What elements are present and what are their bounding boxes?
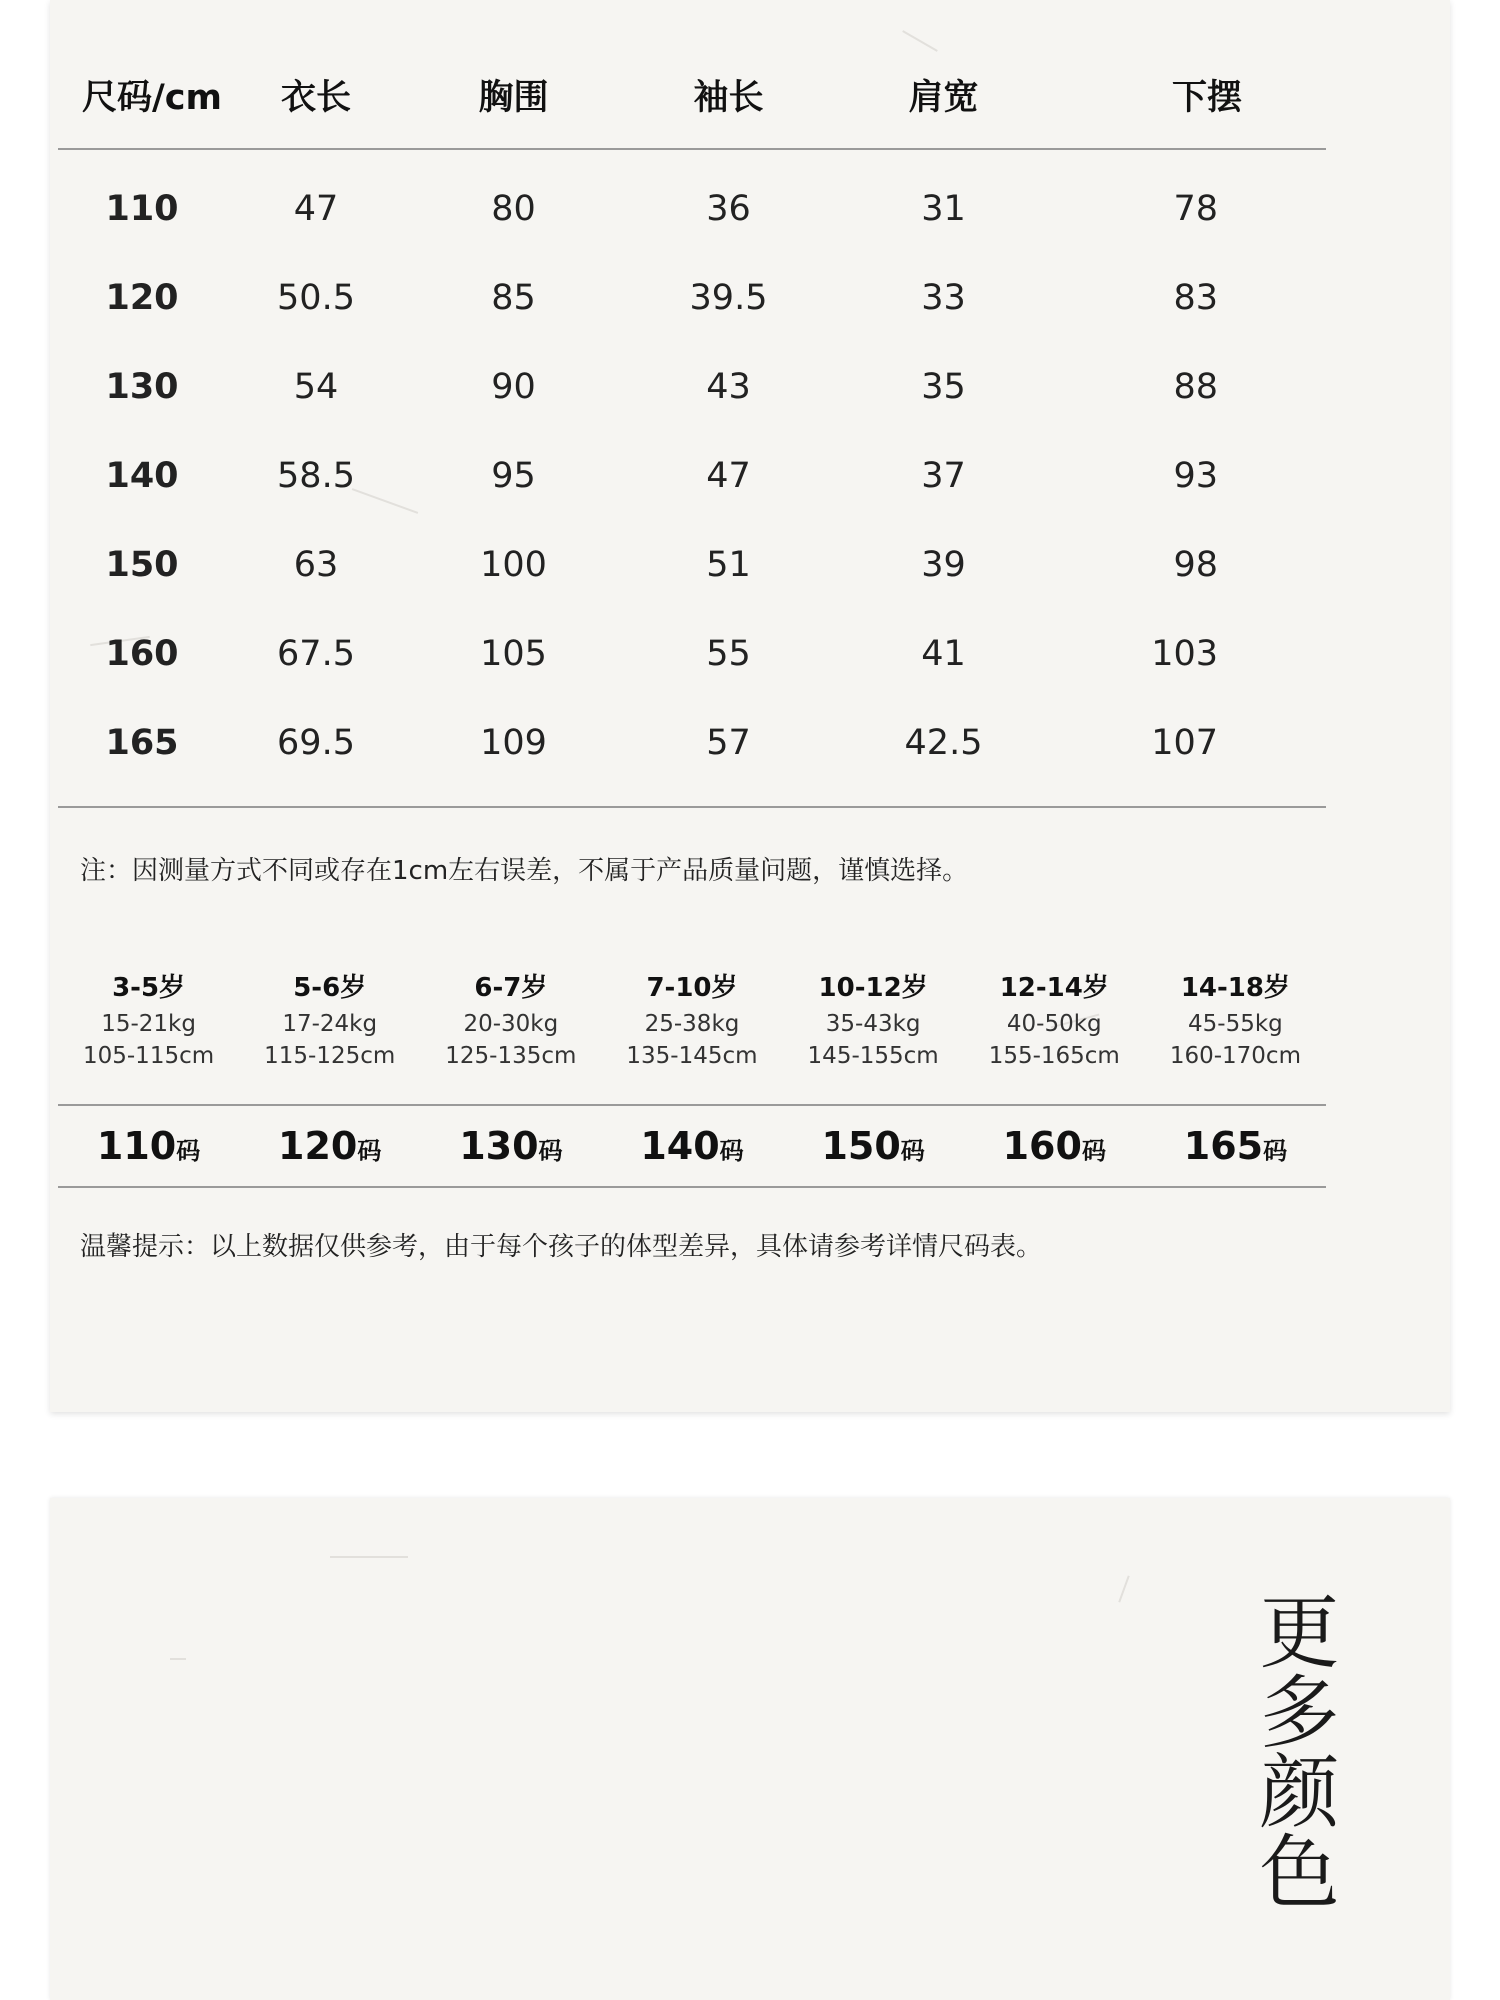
measurement-cell: 67.5 <box>277 633 355 674</box>
measurement-cell: 95 <box>491 455 536 496</box>
header-hem: 下摆 <box>1171 77 1242 118</box>
weight-range: 45-55kg <box>1188 1011 1283 1037</box>
size-cell: 150 <box>105 544 179 585</box>
measurement-cell: 100 <box>480 544 547 585</box>
weight-range: 35-43kg <box>825 1011 921 1037</box>
age-label: 10-12岁 <box>818 973 928 1003</box>
measurement-cell: 69.5 <box>277 722 355 763</box>
measurement-cell: 54 <box>293 366 339 407</box>
measurement-cell: 98 <box>1173 544 1218 585</box>
more-colors-title: 更多颜色 <box>1246 1590 1339 1910</box>
weight-range: 15-21kg <box>101 1011 196 1037</box>
age-column <box>601 968 782 1072</box>
recommended-sizes-divider <box>58 1186 1326 1188</box>
measurement-cell: 107 <box>1151 722 1218 763</box>
height-range: 135-145cm <box>626 1043 758 1069</box>
recommended-sizes <box>58 1106 1326 1191</box>
table-row <box>58 609 1326 698</box>
measurement-cell: 47 <box>706 455 751 496</box>
warm-tip: 温馨提示：以上数据仅供参考，由于每个孩子的体型差异，具体请参考详情尺码表。 <box>80 1232 1043 1262</box>
height-range: 155-165cm <box>988 1043 1120 1069</box>
measurement-cell: 78 <box>1173 188 1218 229</box>
measurement-cell: 103 <box>1151 633 1218 674</box>
measurement-cell: 55 <box>706 633 751 674</box>
age-label: 3-5岁 <box>112 973 186 1003</box>
measurement-cell: 85 <box>491 277 536 318</box>
weight-range: 25-38kg <box>644 1011 740 1037</box>
age-guide <box>58 968 1326 1072</box>
size-cell: 120 <box>105 277 179 318</box>
size-cell: 160 <box>105 633 179 674</box>
age-label: 14-18岁 <box>1180 973 1290 1003</box>
weight-range: 40-50kg <box>1006 1011 1102 1037</box>
size-cell: 110 <box>105 188 179 229</box>
recommended-size <box>783 1106 964 1191</box>
size-table-header <box>58 50 1326 139</box>
size-number: 165 <box>1183 1124 1264 1168</box>
header-size: 尺码/cm <box>82 77 223 118</box>
measurement-cell: 105 <box>480 633 547 674</box>
table-row <box>58 698 1326 787</box>
size-number: 130 <box>459 1124 539 1168</box>
table-row <box>58 253 1326 342</box>
measurement-cell: 58.5 <box>277 455 355 496</box>
table-bottom-divider <box>58 806 1326 808</box>
recommended-size <box>964 1106 1145 1191</box>
measurement-cell: 80 <box>491 188 536 229</box>
header-chest: 胸围 <box>478 77 549 118</box>
age-column <box>964 968 1145 1072</box>
size-number: 110 <box>96 1124 177 1168</box>
size-table <box>58 50 1326 139</box>
measurement-cell: 35 <box>921 366 966 407</box>
age-column <box>239 968 420 1072</box>
measurement-cell: 51 <box>706 544 751 585</box>
measurement-cell: 93 <box>1173 455 1218 496</box>
measurement-cell: 109 <box>480 722 547 763</box>
size-number: 140 <box>640 1124 720 1168</box>
age-label: 5-6岁 <box>293 973 367 1003</box>
size-unit: 码 <box>719 1137 744 1165</box>
header-length: 衣长 <box>280 77 351 118</box>
size-cell: 165 <box>105 722 179 763</box>
size-table-body <box>58 164 1326 787</box>
size-unit: 码 <box>176 1137 201 1165</box>
size-unit: 码 <box>900 1137 925 1165</box>
measurement-note: 注：因测量方式不同或存在1cm左右误差，不属于产品质量问题，谨慎选择。 <box>80 856 969 886</box>
measurement-cell: 88 <box>1173 366 1218 407</box>
size-number: 160 <box>1002 1124 1082 1168</box>
measurement-cell: 57 <box>706 722 751 763</box>
size-unit: 码 <box>1081 1137 1106 1165</box>
measurement-cell: 36 <box>706 188 751 229</box>
measurement-cell: 90 <box>491 366 536 407</box>
age-column <box>1145 968 1326 1072</box>
measurement-cell: 63 <box>293 544 339 585</box>
measurement-cell: 39 <box>921 544 966 585</box>
measurement-cell: 37 <box>921 455 966 496</box>
measurement-cell: 33 <box>921 277 966 318</box>
height-range: 145-155cm <box>807 1043 939 1069</box>
header-sleeve: 袖长 <box>693 77 764 118</box>
measurement-cell: 39.5 <box>689 277 768 318</box>
size-unit: 码 <box>1263 1137 1288 1165</box>
height-range: 160-170cm <box>1169 1043 1301 1069</box>
header-divider <box>58 148 1326 150</box>
height-range: 125-135cm <box>445 1043 577 1069</box>
table-row <box>58 164 1326 253</box>
recommended-size <box>58 1106 239 1191</box>
weight-range: 20-30kg <box>463 1011 559 1037</box>
measurement-cell: 31 <box>921 188 966 229</box>
size-unit: 码 <box>357 1137 382 1165</box>
measurement-cell: 41 <box>921 633 966 674</box>
height-range: 105-115cm <box>82 1043 215 1069</box>
measurement-cell: 83 <box>1173 277 1218 318</box>
size-cell: 130 <box>105 366 179 407</box>
recommended-size <box>1145 1106 1326 1191</box>
height-range: 115-125cm <box>264 1043 396 1069</box>
size-unit: 码 <box>538 1137 563 1165</box>
header-shoulder: 肩宽 <box>908 77 979 118</box>
size-number: 120 <box>278 1124 358 1168</box>
measurement-cell: 50.5 <box>277 277 355 318</box>
table-row <box>58 431 1326 520</box>
table-row <box>58 520 1326 609</box>
age-column <box>420 968 601 1072</box>
age-column <box>783 968 964 1072</box>
measurement-cell: 43 <box>706 366 751 407</box>
recommended-size <box>420 1106 601 1191</box>
age-label: 7-10岁 <box>646 973 738 1003</box>
recommended-size <box>239 1106 420 1191</box>
table-row <box>58 342 1326 431</box>
measurement-cell: 42.5 <box>904 722 983 763</box>
size-cell: 140 <box>105 455 179 496</box>
size-number: 150 <box>821 1124 901 1168</box>
recommended-size <box>601 1106 782 1191</box>
weight-range: 17-24kg <box>282 1011 378 1037</box>
measurement-cell: 47 <box>293 188 339 229</box>
age-label: 6-7岁 <box>474 973 548 1003</box>
age-column <box>58 968 239 1072</box>
age-label: 12-14岁 <box>999 973 1109 1003</box>
